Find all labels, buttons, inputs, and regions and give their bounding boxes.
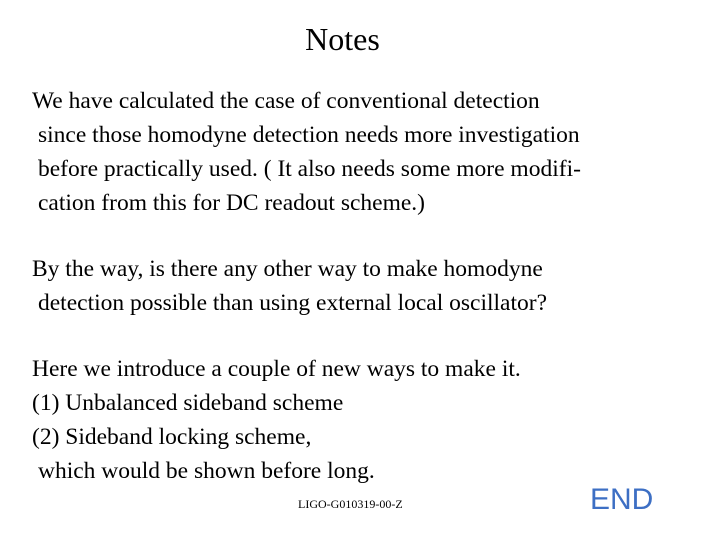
paragraph-conventional-detection [32,84,702,220]
slide-title: Notes [305,21,380,57]
text-line: cation from this for DC readout scheme.) [38,190,425,216]
list-item-unbalanced-sideband: (1) Unbalanced sideband scheme [32,390,344,416]
text-line: By the way, is there any other way to make homodyne [32,256,543,282]
end-link[interactable]: END [590,483,654,516]
document-id: LIGO-G010319-00-Z [298,497,403,511]
text-line: We have calculated the case of conventional detection [32,88,540,114]
paragraph-new-ways [32,352,702,488]
text-line: before practically used. ( It also needs some more modifi- [38,156,581,182]
paragraph-question [32,252,702,320]
text-line: since those homodyne detection needs more investigation [38,122,580,148]
text-line: which would be shown before long. [38,458,375,484]
text-line: Here we introduce a couple of new ways to make it. [32,356,521,382]
list-item-sideband-locking: (2) Sideband locking scheme, [32,424,312,450]
text-line: detection possible than using external local oscillator? [38,290,548,316]
